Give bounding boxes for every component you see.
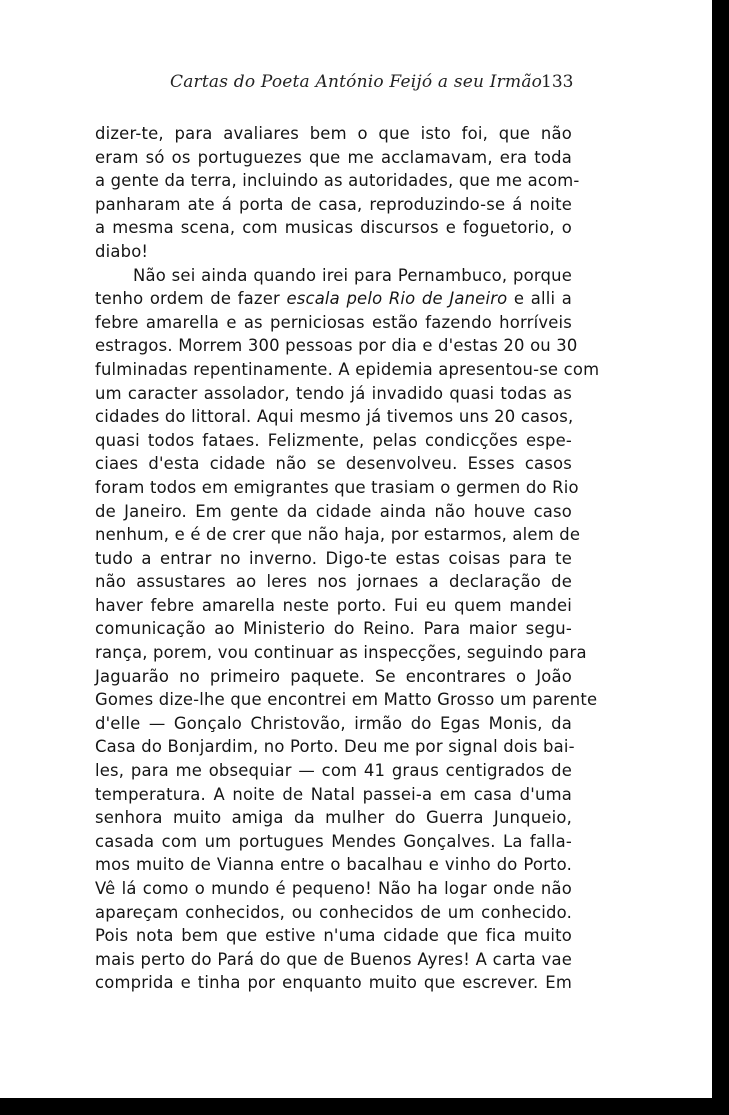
text-line: panharam ate á porta de casa, reproduzindo-se á noite [95,194,572,214]
text-line: comprida e tinha por enquanto muito que escrever. Em [95,973,572,993]
text-line: mais perto do Pará do que de Buenos Ayres! A carta vae [95,949,572,969]
text-line: Vê lá como o mundo é pequeno! Não ha logar onde não [95,879,572,898]
text-line: tudo a entrar no inverno. Digo-te estas coisas para te [95,548,572,568]
text-line: a gente da terra, incluindo as autoridades, que me acom- [95,171,580,191]
text-line: diabo! [95,241,149,261]
text-segment: e alli a [513,289,572,309]
text-line: cidades do littoral. Aqui mesmo já tivemos uns 20 casos, [95,407,574,427]
text-line: não assustares ao leres nos jornaes a declaração de [95,572,572,592]
text-line-with-italic [95,287,572,311]
text-line: Não sei ainda quando irei para Pernambuco, porque [133,265,572,285]
text-line: de Janeiro. Em gente da cidade ainda não houve caso [95,501,572,521]
text-line: um caracter assolador, tendo já invadido quasi todas as [95,383,572,403]
text-line: estragos. Morrem 300 pessoas por dia e d'estas 20 ou 30 [95,336,578,356]
text-line: comunicação ao Ministerio do Reino. Para maior segu- [95,619,572,639]
text-line: Gomes dize-lhe que encontrei em Matto Grosso um parente [95,690,598,710]
text-line: febre amarella e as perniciosas estão fazendo horríveis [95,312,572,332]
page-number: 133 [541,72,574,92]
text-line: foram todos em emigrantes que trasiam o germen do Rio [95,477,579,497]
text-line: temperatura. A noite de Natal passei-a em casa d'uma [95,784,572,804]
text-line: haver febre amarella neste porto. Fui eu quem mandei [95,595,572,615]
text-line: Casa do Bonjardim, no Porto. Deu me por signal dois bai- [95,737,575,757]
text-segment: tenho ordem de fazer [95,289,280,309]
running-header [0,72,712,102]
text-line: senhora muito amiga da mulher do Guerra Junqueio, [95,808,572,828]
text-line: les, para me obsequiar — com 41 graus centigrados de [95,761,572,781]
text-line: apareçam conhecidos, ou conhecidos de um conhecido. [95,902,572,922]
text-line: Jaguarão no primeiro paquete. Se encontrares o João [95,666,572,686]
running-title: Cartas do Poeta António Feijó a seu Irmão [170,72,543,92]
text-line: mos muito de Vianna entre o bacalhau e vinho do Porto. [95,855,572,875]
body-text [95,122,600,995]
text-line: d'elle — Gonçalo Christovão, irmão do Egas Monis, da [95,713,572,733]
text-line: casada com um portugues Mendes Gonçalves. La falla- [95,831,572,851]
text-line: quasi todos fataes. Felizmente, pelas condicções espe- [95,430,572,450]
text-line: dizer-te, para avaliares bem o que isto foi, que não [95,124,572,143]
text-line: Pois nota bem que estive n'uma cidade que fica muito [95,926,572,946]
text-line: rança, porem, vou continuar as inspecções, seguindo para [95,643,587,663]
text-line: eram só os portuguezes que me acclamavam, era toda [95,147,572,167]
text-line: ciaes d'esta cidade não se desenvolveu. Esses casos [95,454,572,474]
text-line: fulminadas repentinamente. A epidemia apresentou-se com [95,359,600,379]
text-line: a mesma scena, com musicas discursos e foguetorio, o [95,218,572,238]
italic-phrase: escala pelo Rio de Janeiro [286,289,508,309]
text-line: nenhum, e é de crer que não haja, por estarmos, alem de [95,525,581,545]
